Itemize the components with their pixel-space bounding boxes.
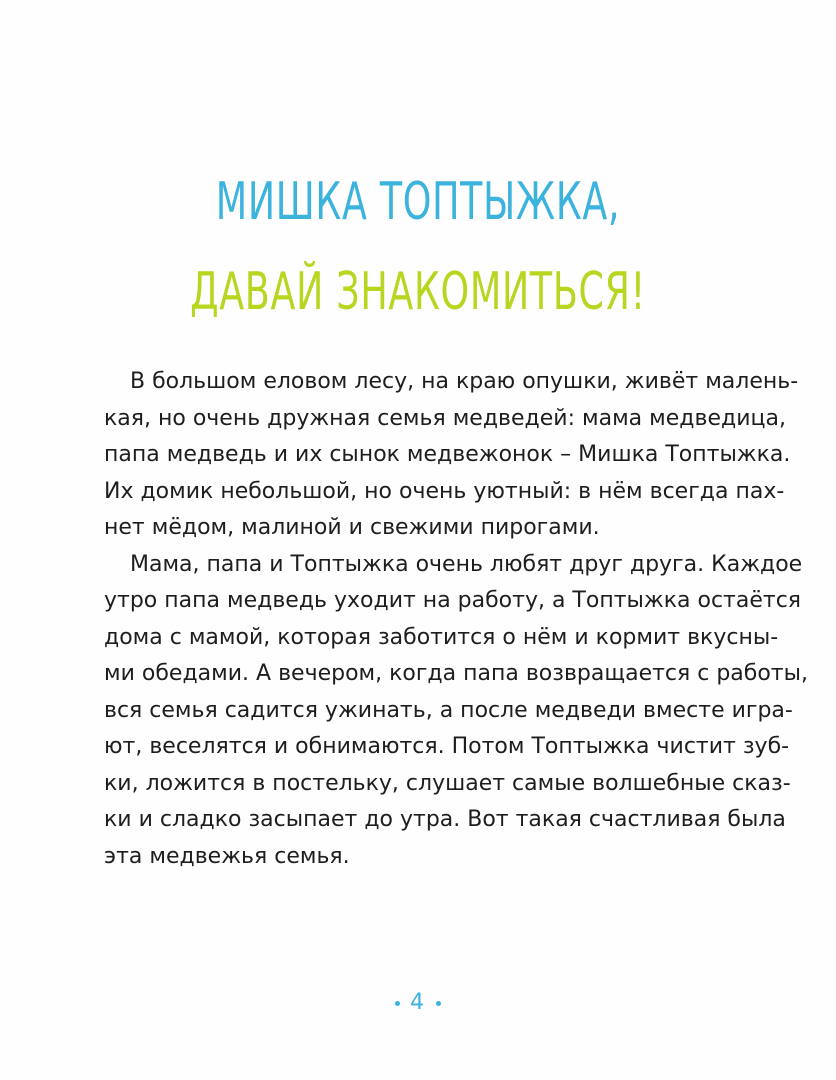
text-line: кая, но очень дружная семья медведей: мама медведица,	[104, 405, 786, 431]
text-line: Мама, папа и Топтыжка очень любят друг друга. Каждое	[130, 551, 803, 577]
text-line: вся семья садится ужинать, а после медведи вместе игра-	[104, 697, 793, 723]
text-line: эта медвежья семья.	[104, 843, 350, 869]
text-line: Их домик небольшой, но очень уютный: в нём всегда пах-	[104, 478, 785, 504]
text-line: ки, ложится в постельку, слушает самые волшебные сказ-	[104, 770, 791, 796]
text-line: ют, веселятся и обнимаются. Потом Топтыжка чистит зуб-	[104, 734, 790, 759]
text-line: В большом еловом лесу, на краю опушки, живёт малень-	[130, 369, 799, 394]
text-line: ми обедами. А вечером, когда папа возвращается с работы,	[104, 661, 808, 686]
dot-left-icon	[395, 1001, 400, 1006]
text-line: нет мёдом, малиной и свежими пирогами.	[104, 515, 600, 540]
page-number	[0, 990, 836, 1015]
text-line: папа медведь и их сынок медвежонок – Мишка Топтыжка.	[104, 442, 791, 467]
chapter-title-line2: ДАВАЙ ЗНАКОМИТЬСЯ!	[190, 262, 646, 322]
story-text	[104, 364, 808, 875]
text-line: дома с мамой, которая заботится о нём и кормит вкусны-	[104, 624, 779, 650]
page-number-value: 4	[410, 990, 426, 1015]
text-line: утро папа медведь уходит на работу, а Топтыжка остаётся	[104, 588, 802, 613]
dot-right-icon	[436, 1001, 441, 1006]
chapter-title-line1: МИШКА ТОПТЫЖКА,	[215, 172, 621, 232]
text-line: ки и сладко засыпает до утра. Вот такая счастливая была	[104, 807, 786, 832]
